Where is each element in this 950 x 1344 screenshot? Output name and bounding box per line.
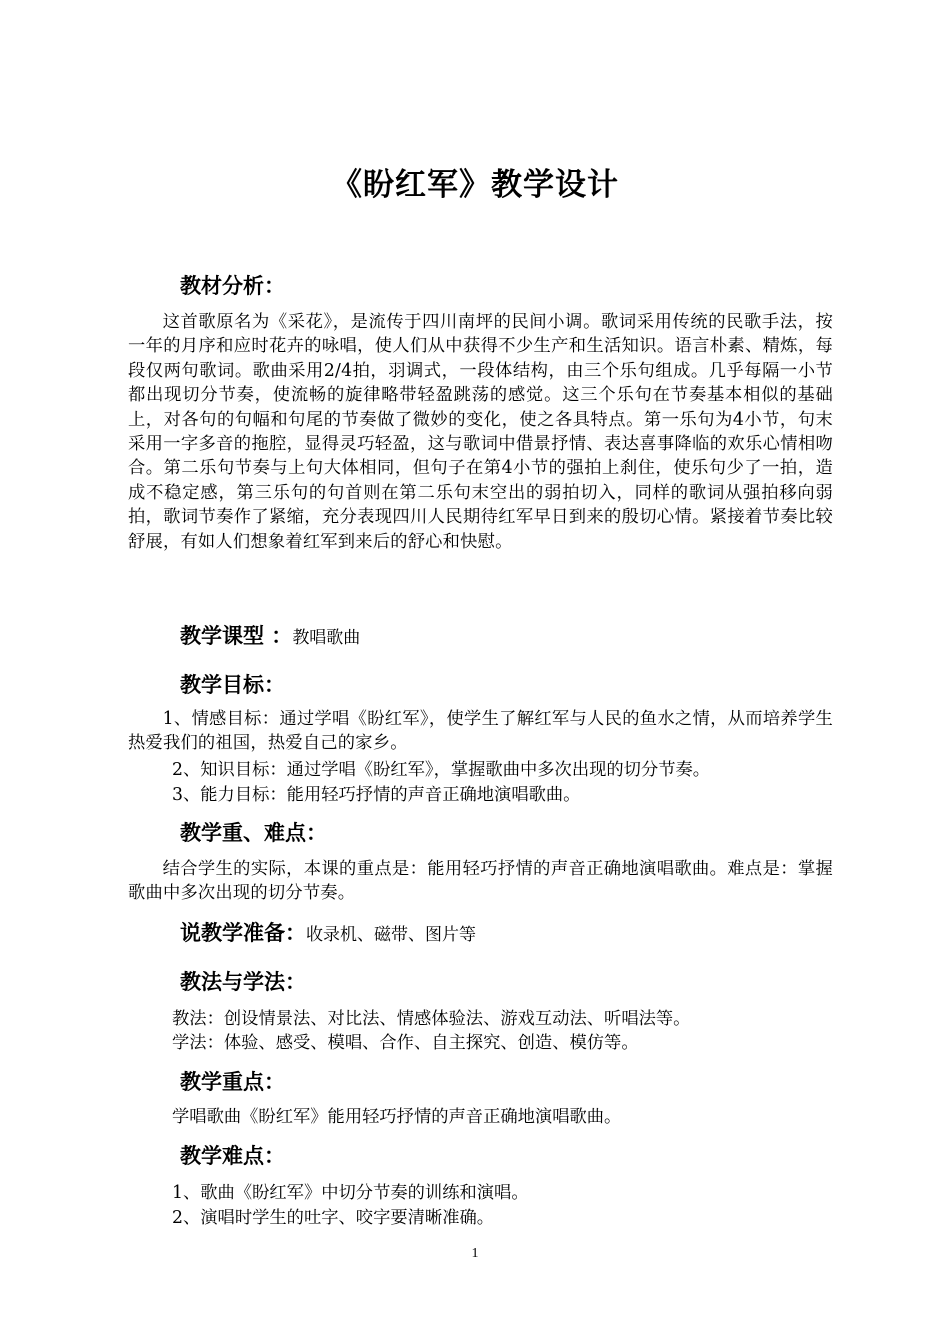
heading-methods: 教法与学法： [180, 970, 306, 994]
goal-item-1: 1、情感目标：通过学唱《盼红军》，使学生了解红军与人民的鱼水之情，从而培养学生热爱我们的祖国，热爱自己的家乡。 [128, 709, 833, 754]
heading-analysis: 教材分析： [180, 274, 285, 298]
difficulty-item-2: 2、演唱时学生的吐字、咬字要清晰准确。 [172, 1208, 495, 1228]
heading-goals: 教学目标： [180, 673, 285, 697]
goal-item-2: 2、知识目标：通过学唱《盼红军》，掌握歌曲中多次出现的切分节奏。 [172, 760, 711, 780]
lesson-type-label: 教学课型 [180, 624, 264, 648]
heading-lesson-type [180, 621, 360, 653]
goal-item-3: 3、能力目标：能用轻巧抒情的声音正确地演唱歌曲。 [172, 785, 581, 805]
lesson-type-value: 教唱歌曲 [292, 628, 361, 648]
page-number: 1 [471, 1246, 479, 1261]
teaching-methods: 教法：创设情景法、对比法、情感体验法、游戏互动法、听唱法等。 [172, 1009, 691, 1029]
heading-key-points: 教学重点： [180, 1070, 285, 1094]
heading-preparation [180, 918, 476, 950]
learning-methods: 学法：体验、感受、模唱、合作、自主探究、创造、模仿等。 [172, 1033, 639, 1053]
key-points-text: 学唱歌曲《盼红军》能用轻巧抒情的声音正确地演唱歌曲。 [172, 1107, 622, 1127]
heading-key-difficult: 教学重、难点： [180, 821, 327, 845]
heading-difficulties: 教学难点： [180, 1144, 285, 1168]
document-title: 《盼红军》教学设计 [331, 167, 619, 203]
lesson-type-separator: ： [264, 624, 293, 648]
preparation-value: 收录机、磁带、图片等 [306, 925, 476, 945]
difficulty-item-1: 1、歌曲《盼红军》中切分节奏的训练和演唱。 [172, 1183, 529, 1203]
analysis-paragraph: 这首歌原名为《采花》，是流传于四川南坪的民间小调。歌词采用传统的民歌手法，按一年的月序和应时花卉的咏唱，使人们从中获得不少生产和生活知识。语言朴素、精炼，每段仅两句歌词。歌曲采用2/4拍，羽调式，一段体结构，由三个乐句组成。几乎每隔一小节都出现切分节奏，使流畅的旋律略带轻盈跳荡的感觉。这三个乐句在节奏基本相似的基础上，对各句的句幅和句尾的节奏做了微妙的变化，使之各具特点。第一乐句为4小节，句末采用一字多音的拖腔，显得灵巧轻盈，这与歌词中借景抒情、表达喜事降临的欢乐心情相吻合。第二乐句节奏与上句大体相同，但句子在第4小节的强拍上刹住，使乐句少了一拍，造成不稳定感，第三乐句的句首则在第二乐句末空出的弱拍切入，同样的歌词从强拍移向弱拍，歌词节奏作了紧缩，充分表现四川人民期待红军早日到来的殷切心情。紧接着节奏比较舒展，有如人们想象着红军到来后的舒心和快慰。 [128, 312, 833, 552]
key-difficult-paragraph: 结合学生的实际，本课的重点是：能用轻巧抒情的声音正确地演唱歌曲。难点是：掌握歌曲中多次出现的切分节奏。 [128, 859, 833, 904]
preparation-label: 说教学准备： [180, 921, 306, 945]
